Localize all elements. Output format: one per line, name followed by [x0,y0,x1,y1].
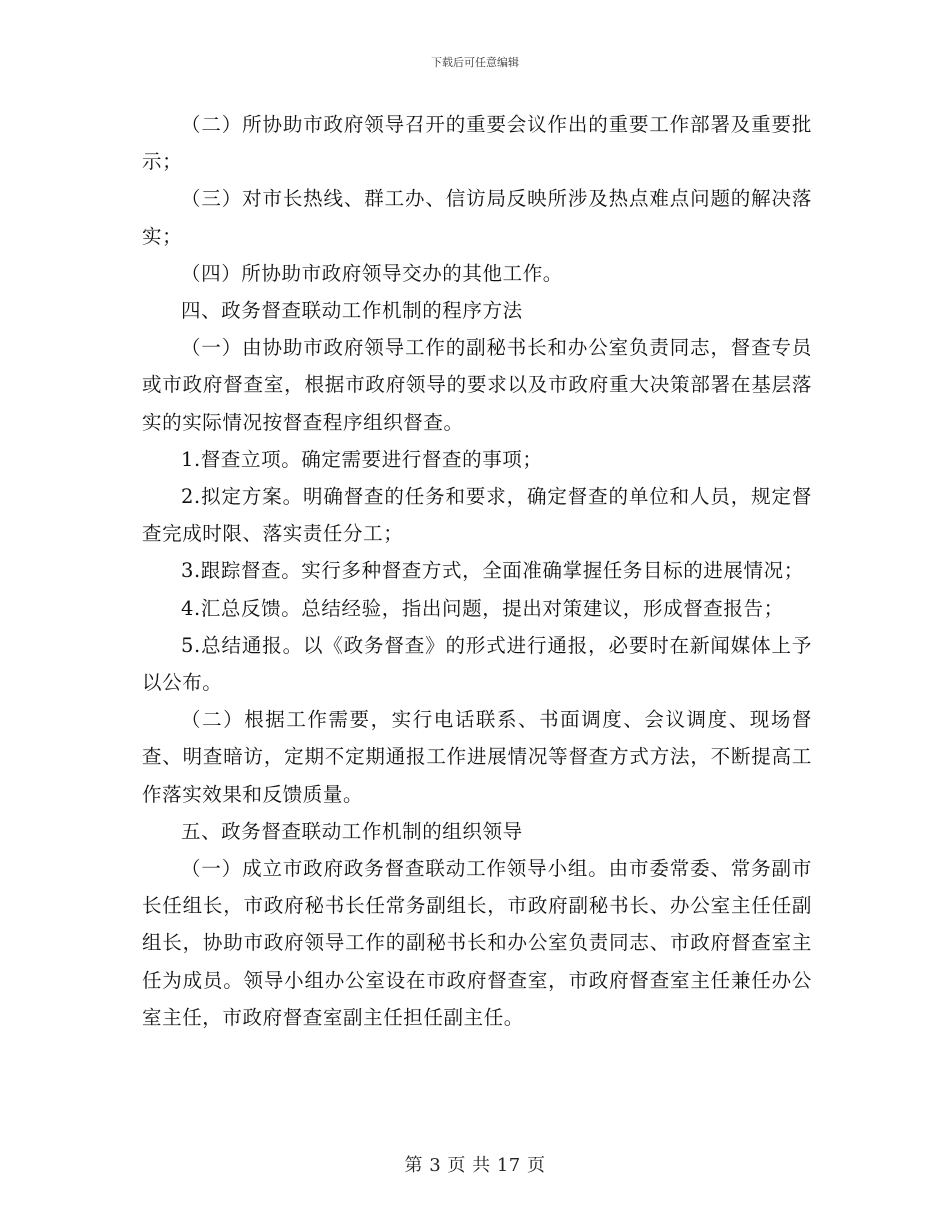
paragraph: （四）所协助市政府领导交办的其他工作。 [181,261,563,285]
section-heading: 四、政务督查联动工作机制的程序方法 [181,299,523,323]
paragraph: （二）所协助市政府领导召开的重要会议作出的重要工作部署及重要批示； [142,113,812,174]
page-header: 下载后可任意编辑 [431,56,519,69]
list-item: 5.总结通报。以《政务督查》的形式进行通报，必要时在新闻媒体上予以公布。 [142,633,812,695]
paragraph: （一）由协助市政府领导工作的副秘书长和办公室负责同志，督查专员或市政府督查室，根据市政府领导的要求以及市政府重大决策部署在基层落实的实际情况按督查程序组织督查。 [142,336,812,434]
list-item: 1.督查立项。确定需要进行督查的事项； [181,447,543,471]
section-heading: 五、政务督查联动工作机制的组织领导 [181,819,523,843]
paragraph: （三）对市长热线、群工办、信访局反映所涉及热点难点问题的解决落实； [142,187,812,248]
paragraph: （一）成立市政府政务督查联动工作领导小组。由市委常委、常务副市长任组长，市政府秘书长任常务副组长，市政府副秘书长、办公室主任任副组长，协助市政府领导工作的副秘书长和办公室负责同志、市政府督查室主任为成员。领导小组办公室设在市政府督查室，市政府督查室主任兼任办公室主任，市政府督查室副主任担任副主任。 [142,857,812,1029]
list-item: 3.跟踪督查。实行多种督查方式，全面准确掌握任务目标的进展情况； [181,559,804,583]
list-item: 4.汇总反馈。总结经验，指出问题，提出对策建议，形成督查报告； [181,596,784,620]
document-body [142,106,812,1036]
page-number: 第 3 页 共 17 页 [404,1155,546,1176]
paragraph: （二）根据工作需要，实行电话联系、书面调度、会议调度、现场督查、明查暗访，定期不定期通报工作进展情况等督查方式方法，不断提高工作落实效果和反馈质量。 [142,708,812,806]
list-item: 2.拟定方案。明确督查的任务和要求，确定督查的单位和人员，规定督查完成时限、落实责任分工； [142,485,812,546]
